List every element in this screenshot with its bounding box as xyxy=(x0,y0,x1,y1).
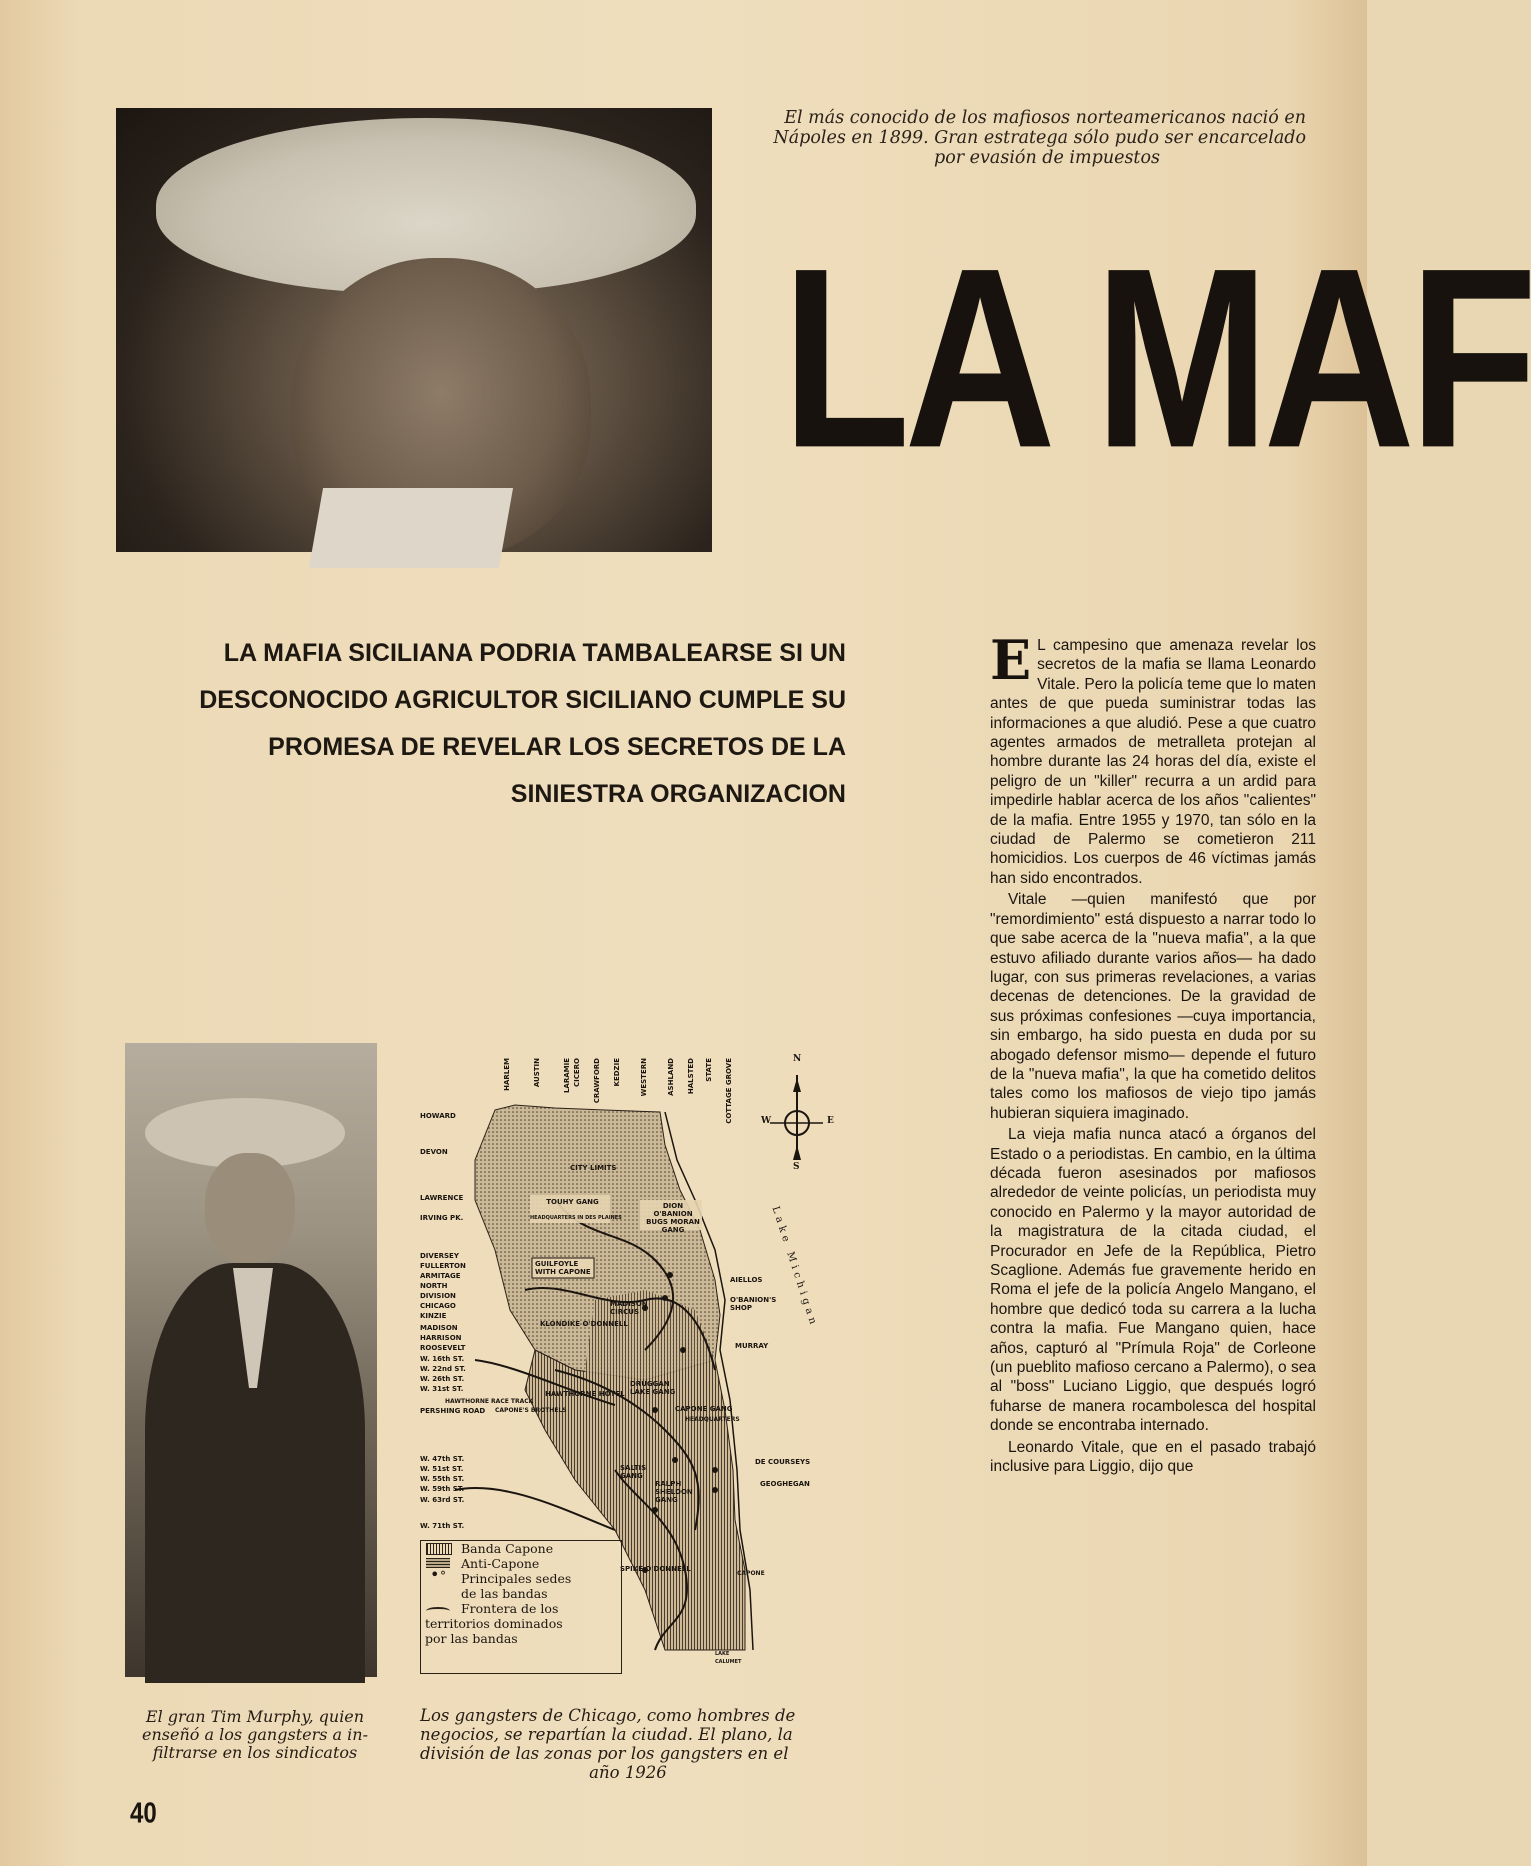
street-label: LARAMIE xyxy=(563,1058,571,1094)
paragraph-text: L campesino que amenaza revelar los secretos de la mafia se llama Leonardo Vitale. Pero la policía teme que lo maten antes de que pueda suministrar todas las informaciones a que aludió. Pese a que cuatro agentes armados de metralleta protejan al hombre durante las 24 horas del día, existe el peligro de un "killer" recurra a un ardid para impedirle hablar acerca de los años "calientes" de la mafia. Entre 1955 y 1970, tan sólo en la ciudad de Palermo se cometieron 211 homicidios. Los cuerpos de 46 víctimas jamás han sido encontrados. xyxy=(990,637,1316,887)
street-label: W. 63rd ST. xyxy=(420,1496,465,1504)
article-title: LA MAF xyxy=(782,214,1531,502)
caption-line: El más conocido de los mafiosos norteamericanos nació en xyxy=(784,108,1306,128)
body-paragraph-2: Vitale —quien manifestó que por "remordimiento" está dispuesto a narrar todo lo que sabe acerca de la "nueva mafia", a la que estuvo afiliado durante varios años— ha dado lugar, con sus primeras revelaciones, a varias decenas de detenciones. De la gravidad de sus próximas confesiones —cuya importancia, sin embargo, ha sido puesta en duda por su abogado defensor mismo— depende el futuro de la "nueva mafia", la que ha cometido delitos tales como los mafiosos de viejo tipo jamás hubieran siquiera imaginado. xyxy=(990,891,1316,1122)
legend-label: Banda Capone xyxy=(461,1541,554,1556)
map-label-guilfoyle: GUILFOYLE WITH CAPONE xyxy=(535,1260,591,1276)
map-label-geoghegan: GEOGHEGAN xyxy=(760,1480,810,1488)
capone-swatch xyxy=(426,1543,452,1555)
compass-south: S xyxy=(793,1162,800,1172)
street-label: CHICAGO xyxy=(420,1302,456,1310)
street-label: WESTERN xyxy=(640,1058,648,1097)
subhead-line: SINIESTRA ORGANIZACION xyxy=(510,780,846,808)
legend-item-hq xyxy=(421,1571,621,1586)
street-label: PERSHING ROAD xyxy=(420,1407,486,1415)
caption-line: división de las zonas por los gangsters en el xyxy=(420,1744,789,1763)
map-label-obanions-shop: O'BANION'S SHOP xyxy=(730,1296,777,1312)
map-label-hawthorne-race: HAWTHORNE RACE TRACK xyxy=(445,1398,534,1405)
map-label-touhy: TOUHY GANG xyxy=(546,1198,599,1206)
legend-label: Principales sedes xyxy=(461,1571,572,1586)
map-label-klondike: KLONDIKE O'DONNELL xyxy=(540,1320,628,1328)
compass-east: E xyxy=(827,1116,834,1126)
drop-cap: E xyxy=(990,628,1032,692)
street-label: HARLEM xyxy=(503,1058,511,1091)
compass-north: N xyxy=(793,1054,802,1064)
border-line-icon xyxy=(426,1607,450,1615)
street-label: HOWARD xyxy=(420,1112,456,1120)
body-paragraph-4: Leonardo Vitale, que en el pasado trabajó inclusive para Liggio, dijo que xyxy=(990,1438,1316,1476)
map-label-capone-hq2: CAPONE xyxy=(737,1570,765,1577)
map-label-capone-brothels: CAPONE'S BROTHELS xyxy=(495,1407,567,1414)
caption-line: Los gangsters de Chicago, como hombres de xyxy=(420,1706,796,1725)
legend-label: Frontera de los xyxy=(461,1601,559,1616)
street-label: STATE xyxy=(705,1058,713,1082)
caption-line: por evasión de impuestos xyxy=(934,148,1160,168)
street-label: W. 51st ST. xyxy=(420,1465,464,1473)
caption-line: Nápoles en 1899. Gran estratega sólo pudo ser encarcelado xyxy=(773,128,1306,148)
map-label-saltis: SALTIS GANG xyxy=(620,1464,647,1480)
compass-west: W xyxy=(761,1116,772,1126)
caption-line: El gran Tim Murphy, quien xyxy=(145,1707,365,1726)
map-label-spike: SPIKE O'DONNELL xyxy=(620,1565,691,1573)
street-label: ROOSEVELT xyxy=(420,1344,466,1352)
subhead-line: LA MAFIA SICILIANA PODRIA TAMBALEARSE SI UN xyxy=(223,639,846,667)
map-label-capone-gang: CAPONE GANG xyxy=(675,1405,733,1413)
street-label: HARRISON xyxy=(420,1334,462,1342)
street-label: ARMITAGE xyxy=(420,1272,461,1280)
street-label: DIVERSEY xyxy=(420,1252,459,1260)
street-label: LAWRENCE xyxy=(420,1194,464,1202)
subhead-line: DESCONOCIDO AGRICULTOR SICILIANO CUMPLE SU xyxy=(199,686,846,714)
map-legend xyxy=(420,1540,622,1674)
capone-photo-caption xyxy=(728,108,1306,168)
legend-label: de las bandas xyxy=(461,1586,548,1601)
street-label: W. 22nd ST. xyxy=(420,1365,466,1373)
map-label-calumet: LAKE CALUMET xyxy=(715,1651,742,1665)
map-label-druggan: DRUGGAN LAKE GANG xyxy=(630,1380,676,1396)
compass xyxy=(770,1075,823,1160)
capone-portrait-photo xyxy=(116,108,712,552)
street-label: W. 31st ST. xyxy=(420,1385,464,1393)
map-label-city-limits: CITY LIMITS xyxy=(570,1164,617,1172)
street-label: HALSTED xyxy=(687,1058,695,1095)
map-label-murray: MURRAY xyxy=(735,1342,769,1350)
map-label-sheldon: RALPH SHELDON GANG xyxy=(655,1480,693,1504)
street-label: W. 59th ST. xyxy=(420,1485,465,1493)
page-number: 40 xyxy=(130,1797,157,1830)
street-label: NORTH xyxy=(420,1282,448,1290)
legend-label: Anti-Capone xyxy=(461,1556,540,1571)
legend-item-capone xyxy=(421,1541,621,1556)
street-label: CICERO xyxy=(573,1058,581,1088)
street-label: FULLERTON xyxy=(420,1262,466,1270)
map-label-lake: Lake Michigan xyxy=(769,1205,820,1330)
legend-item-anti xyxy=(421,1556,621,1571)
street-label: ASHLAND xyxy=(667,1058,675,1096)
street-label: W. 47th ST. xyxy=(420,1455,465,1463)
hq-dots-icon xyxy=(426,1573,450,1583)
caption-line: enseñó a los gangsters a in- xyxy=(142,1725,368,1744)
street-label: DIVISION xyxy=(420,1292,456,1300)
tim-murphy-photo xyxy=(125,1043,377,1677)
street-label: KEDZIE xyxy=(613,1058,621,1087)
street-label: W. 16th ST. xyxy=(420,1355,465,1363)
street-label: IRVING PK. xyxy=(420,1214,464,1222)
street-label: DEVON xyxy=(420,1148,448,1156)
street-label: MADISON xyxy=(420,1324,458,1332)
street-label: W. 26th ST. xyxy=(420,1375,465,1383)
map-label-madison-circus: MADISON CIRCUS xyxy=(610,1300,648,1316)
street-label: CRAWFORD xyxy=(593,1058,601,1104)
map-label-touhy-hq: HEADQUARTERS IN DES PLAINES xyxy=(530,1215,622,1221)
street-label: KINZIE xyxy=(420,1312,447,1320)
street-label: COTTAGE GROVE xyxy=(725,1058,733,1124)
caption-line: filtrarse en los sindicatos xyxy=(152,1743,358,1762)
caption-line: año 1926 xyxy=(589,1763,667,1782)
body-paragraph-3: La vieja mafia nunca atacó a órganos del Estado o a periodistas. En cambio, en la última década fueron asesinados por mafiosos alrededor de veinte policías, un periodista muy conocido en Palermo y la mayor autoridad de la magistratura de la citada ciudad, el Procurador en Jefe de la República, Pietro Scaglione. Además fue gravemente herido en Roma el jefe de la policía Angelo Mangano, el hombre que dedicó toda su carrera a la lucha contra la mafia. Fue Mangano quien, hace años, capturó al "Prímula Roja" de Corleone (un pueblito mafioso cercano a Palermo), o sea al "boss" Luciano Liggio, que después logró fuharse de manera rocambolesca del hospital donde se encontraba internado. xyxy=(990,1126,1316,1435)
map-label-obanion: DION O'BANION BUGS MORAN GANG xyxy=(646,1202,700,1234)
article-subheading xyxy=(140,630,846,818)
map-label-capone-hq: HEADQUARTERS xyxy=(685,1416,740,1423)
street-label: AUSTIN xyxy=(533,1058,541,1088)
map-label-de-courseys: DE COURSEYS xyxy=(755,1458,811,1466)
legend-label: por las bandas xyxy=(425,1631,518,1646)
shirt-collar xyxy=(309,488,513,568)
legend-item-border xyxy=(421,1601,621,1616)
caption-line: negocios, se repartían la ciudad. El plano, la xyxy=(420,1725,793,1744)
face xyxy=(205,1153,295,1263)
map-label-hawthorne: HAWTHORNE HOTEL xyxy=(545,1390,625,1398)
article-body xyxy=(990,628,1316,1478)
map-caption xyxy=(420,1706,836,1782)
murphy-photo-caption xyxy=(120,1708,390,1762)
map-label-aiellos: AIELLOS xyxy=(730,1276,763,1284)
body-paragraph-1 xyxy=(990,628,1316,888)
street-label: W. 55th ST. xyxy=(420,1475,465,1483)
street-label: W. 71th ST. xyxy=(420,1522,465,1530)
subhead-line: PROMESA DE REVELAR LOS SECRETOS DE LA xyxy=(268,733,846,761)
legend-item-hq-cont xyxy=(421,1586,621,1601)
legend-label: territorios dominados xyxy=(425,1616,563,1631)
